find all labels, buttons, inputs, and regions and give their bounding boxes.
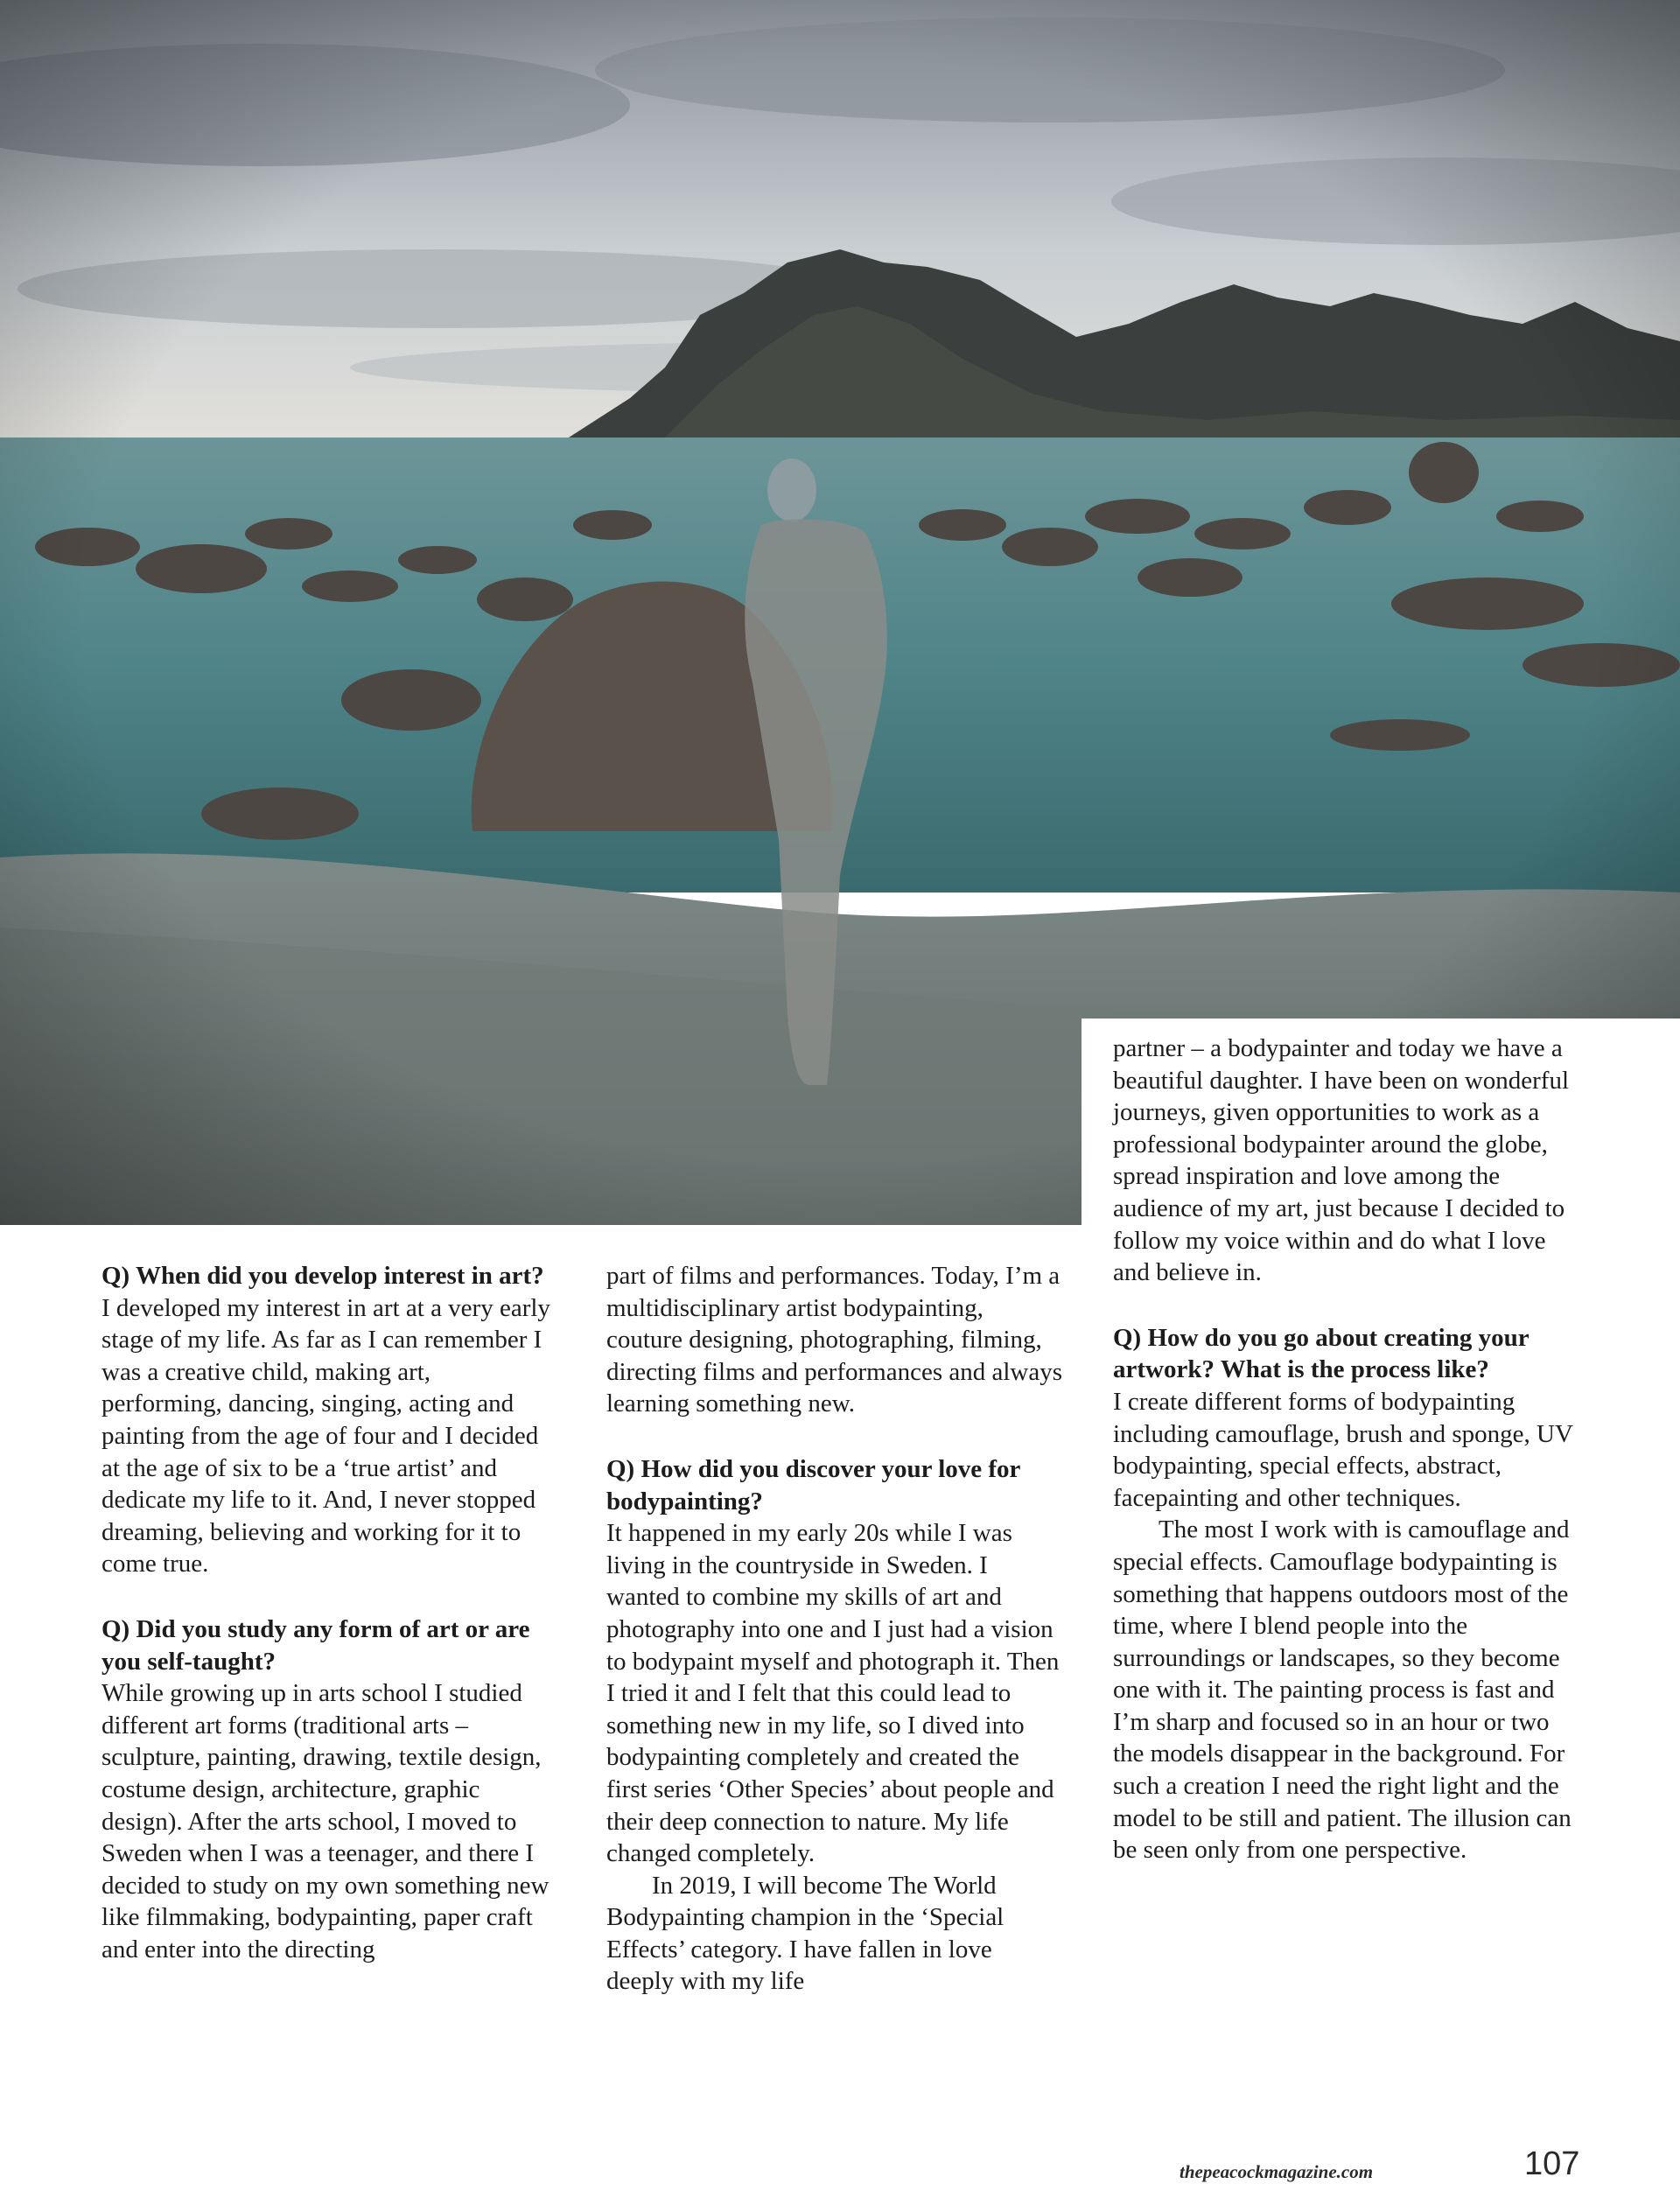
answer-paragraph: I create different forms of bodypainting including camouflage, brush and sponge, UV bodypainting, special effects, abstract, facepainting and other techniques. [1113,1387,1573,1512]
spacer [1113,1289,1586,1322]
column-3 [1113,1032,1586,1866]
column-1 [102,1260,556,1965]
question-heading: Q) When did you develop interest in art? [102,1262,544,1290]
magazine-website: thepeacockmagazine.com [1180,2161,1374,2182]
answer-paragraph: The most I work with is camouflage and special effects. Camouflage bodypainting is something that happens outdoors most of the time, where I blend people into the surroundings or landscapes, so they become one with it. The painting process is fast and I’m sharp and focused so in an hour or two the models disappear in the background. For such a creation I need the right light and the model to be still and patient. The illusion can be seen only from one perspective. [1113,1516,1572,1865]
column-2 [606,1260,1066,1998]
question-heading: Q) How do you go about creating your artwork? What is the process like? [1113,1323,1530,1384]
spacer [102,1580,556,1614]
answer-paragraph: partner – a bodypainter and today we have a beautiful daughter. I have been on wonderful journeys, given opportunities to work as a professional bodypainter around the globe, spread inspiration and love among the audience of my art, just because I decided to follow my voice within and do what I love and believe in. [1113,1034,1570,1287]
answer-paragraph: In 2019, I will become The World Bodypainting champion in the ‘Special Effects’ category. I have fallen in love deeply with my life [606,1871,1004,1996]
answer-paragraph: While growing up in arts school I studied different art forms (traditional arts – sculpture, painting, drawing, textile design, costume design, architecture, graphic design). After the arts school, I moved to Sweden when I was a teenager, and there I decided to study on my own something new like filmmaking, bodypainting, paper craft and enter into the directing [102,1679,550,1964]
page-number: 107 [1524,2146,1580,2182]
spacer [606,1420,1066,1453]
answer-paragraph: I developed my interest in art at a very early stage of my life. As far as I can remember I was a creative child, making art, performing, dancing, singing, acting and painting from the age of four and I decided at the age of six to be a ‘true artist’ and dedicate my life to it. And, I never stopped dreaming, believing and working for it to come true. [102,1293,550,1578]
question-heading: Q) How did you discover your love for bodypainting? [606,1454,1020,1516]
question-heading: Q) Did you study any form of art or are you self-taught? [102,1614,530,1676]
answer-paragraph: It happened in my early 20s while I was living in the countryside in Sweden. I wanted to combine my skills of art and photography into one and I just had a vision to bodypaint myself and photograph it. Then I tried it and I felt that this could lead to something new in my life, so I dived into bodypainting completely and created the first series ‘Other Species’ about people and their deep connection to nature. My life changed completely. [606,1519,1060,1868]
answer-paragraph: part of films and performances. Today, I’m a multidisciplinary artist bodypainting, couture designing, photographing, filming, directing films and performances and always learning something new. [606,1262,1063,1418]
